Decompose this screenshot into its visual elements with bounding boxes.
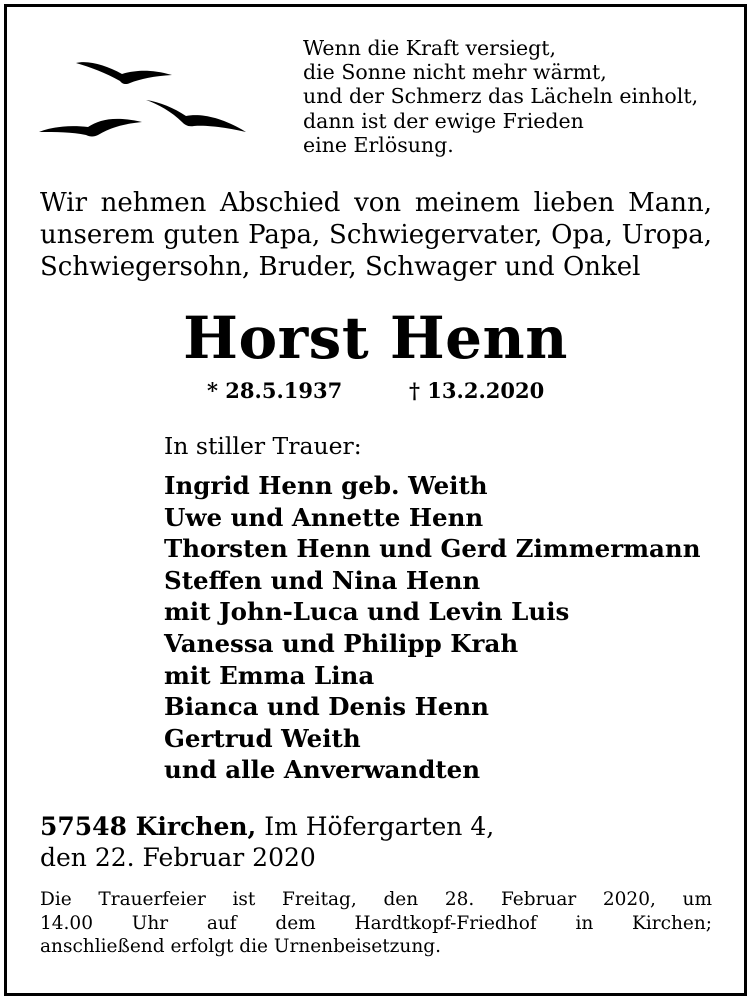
mourner-name: mit John-Luca und Levin Luis — [164, 597, 570, 627]
bird-middle — [146, 100, 246, 132]
bird-top — [76, 62, 172, 84]
notice-line: anschließend erfolgt die Urnenbeisetzung. — [40, 936, 441, 957]
mourner-name: Steffen und Nina Henn — [164, 565, 481, 595]
mourner-name: mit Emma Lina — [164, 660, 375, 690]
farewell-line: Schwiegersohn, Bruder, Schwager und Onkel — [40, 251, 641, 282]
poem — [303, 36, 698, 157]
farewell-line: Wir nehmen Abschied von meinem lieben Mann, — [40, 188, 712, 218]
poem-line: eine Erlösung. — [303, 132, 454, 157]
mourner-name: Vanessa und Philipp Krah — [164, 628, 519, 658]
flying-birds-icon — [36, 56, 251, 146]
address-city: 57548 Kirchen, — [40, 812, 257, 841]
poem-line: dann ist der ewige Frieden — [303, 108, 584, 133]
address-date: den 22. Februar 2020 — [40, 842, 316, 872]
bird-left — [39, 119, 142, 137]
birth-date: * 28.5.1937 — [207, 378, 343, 403]
mourner-name: Thorsten Henn und Gerd Zimmermann — [164, 534, 701, 564]
address-block — [40, 812, 494, 873]
notice-line: 14.00 Uhr auf dem Hardtkopf-Friedhof in Kirchen; — [40, 912, 712, 934]
farewell-text — [40, 188, 712, 283]
mourners-list — [164, 470, 701, 786]
poem-line: die Sonne nicht mehr wärmt, — [303, 60, 607, 85]
mourner-name: und alle Anverwandten — [164, 755, 481, 785]
notice-line: Die Trauerfeier ist Freitag, den 28. Februar 2020, um — [40, 889, 712, 910]
deceased-name: Horst Henn — [183, 304, 568, 372]
address-line — [40, 812, 494, 843]
mourner-name: Ingrid Henn geb. Weith — [164, 471, 488, 500]
mourner-name: Gertrud Weith — [164, 723, 361, 753]
poem-line: und der Schmerz das Lächeln einholt, — [303, 84, 699, 109]
poem-line: Wenn die Kraft versiegt, — [303, 36, 557, 60]
death-date: † 13.2.2020 — [409, 378, 545, 403]
mourning-heading: In stiller Trauer: — [164, 432, 362, 460]
farewell-line: unserem guten Papa, Schwiegervater, Opa, Uropa, — [40, 219, 712, 250]
funeral-notice — [40, 888, 712, 959]
mourner-name: Uwe und Annette Henn — [164, 502, 484, 532]
mourner-name: Bianca und Denis Henn — [164, 692, 489, 722]
address-street: Im Höfergarten 4, — [264, 812, 495, 841]
